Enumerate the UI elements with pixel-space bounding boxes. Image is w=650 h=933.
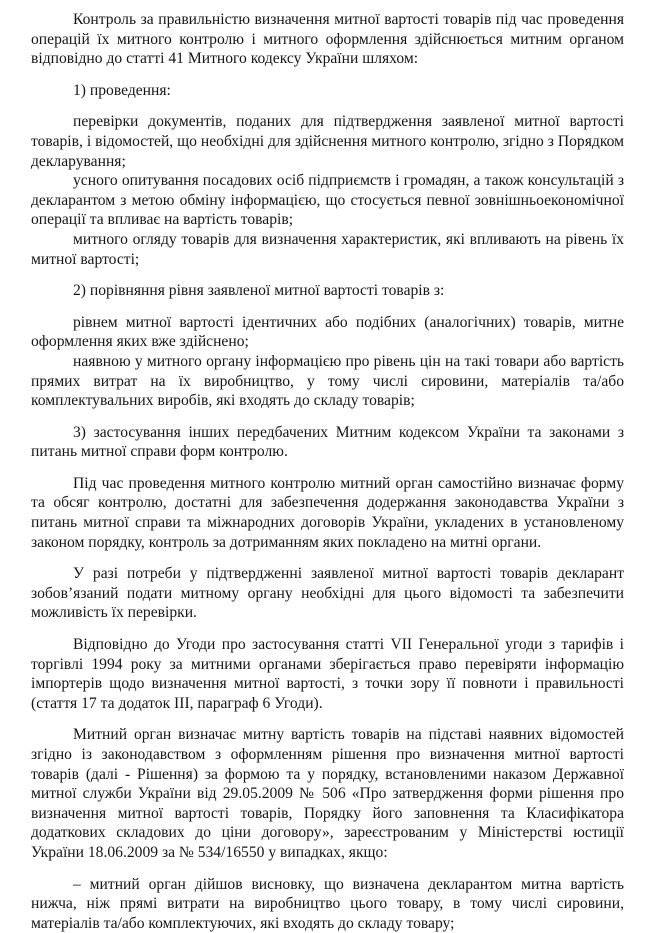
list-item-3: 3) застосування інших передбачених Митним кодексом України та законами з питань митної справи форм контролю. (31, 423, 624, 461)
list-subitem-documents-check: перевірки документів, поданих для підтвердження заявленої митної вартості товарів, і відомостей, що необхідні для здійснення митного контролю, згідно з Порядком декларування; (31, 113, 624, 170)
paragraph-declarant-obligation: У разі потреби у підтвердженні заявленої митної вартості товарів декларант зобов’язаний подати митному органу необхідні для цього відомості та забезпечити можливість їх перевірки. (31, 565, 624, 622)
list-subitem-lower-value: – митний орган дійшов висновку, що визначена декларантом митна вартість нижча, ніж прямі витрати на виробництво цього товару, в тому числі сировини, матеріалів та/або комплектуючих, які входять до складу товару; (31, 875, 624, 932)
list-subitem-price-information: наявною у митного органу інформацією про рівень цін на такі товари або вартість прямих витрат на їх виробництво, у тому числі сировини, матеріалів та/або комплектувальних виробів, які входять до складу товарів; (31, 352, 624, 410)
list-item-1-heading: 1) проведення: (73, 81, 171, 99)
paragraph-control-scope: Під час проведення митного контролю митний орган самостійно визначає форму та обсяг контролю, достатні для забезпечення додержання законодавства України з питань митної справи та міжнародних договорів України, укладених в установленому законом порядку, контроль за дотриманням яких покладено на митні органи. (31, 474, 624, 551)
paragraph-intro: Контроль за правильністю визначення митної вартості товарів під час проведення операцій їх митного контролю і митного оформлення здійснюється митним органом відповідно до статті 41 Митного кодексу України шляхом: (31, 11, 624, 68)
list-subitem-oral-survey: усного опитування посадових осіб підприємств і громадян, а також консультацій з декларантом з метою обміну інформацією, що стосується певної зовнішньоекономічної операції та впливає на вартість товарів; (31, 172, 624, 229)
list-subitem-customs-inspection: митного огляду товарів для визначення характеристик, які впливають на рівень їх митної вартості; (31, 230, 624, 268)
paragraph-gatt-agreement: Відповідно до Угоди про застосування статті VII Генеральної угоди з тарифів і торгівлі 1994 року за митними органами зберігається право перевіряти інформацію імпортерів щодо визначення митної вартості, з точки зору її повноти і правильності (стаття 17 та додаток III, параграф 6 Угоди). (31, 636, 624, 712)
list-item-2-heading: 2) порівняння рівня заявленої митної вартості товарів з: (73, 282, 445, 300)
paragraph-decision-procedure: Митний орган визначає митну вартість товарів на підставі наявних відомостей згідно із законодавством з оформленням рішення про визначення митної вартості товарів (далі - Рішення) за формою та у порядку, встановленими наказом Державної митної служби України від 29.05.2009 № 506 «Про затвердження форми рішення про визначення митної вартості товарів, Порядку його заповнення та Класифікатора додаткових складових до ціни договору», зареєстрованим у Міністерстві юстиції України 18.06.2009 за № 534/16550 у випадках, якщо: (31, 726, 624, 861)
list-subitem-identical-goods: рівнем митної вартості ідентичних або подібних (аналогічних) товарів, митне оформлення яких вже здійснено; (31, 313, 624, 351)
